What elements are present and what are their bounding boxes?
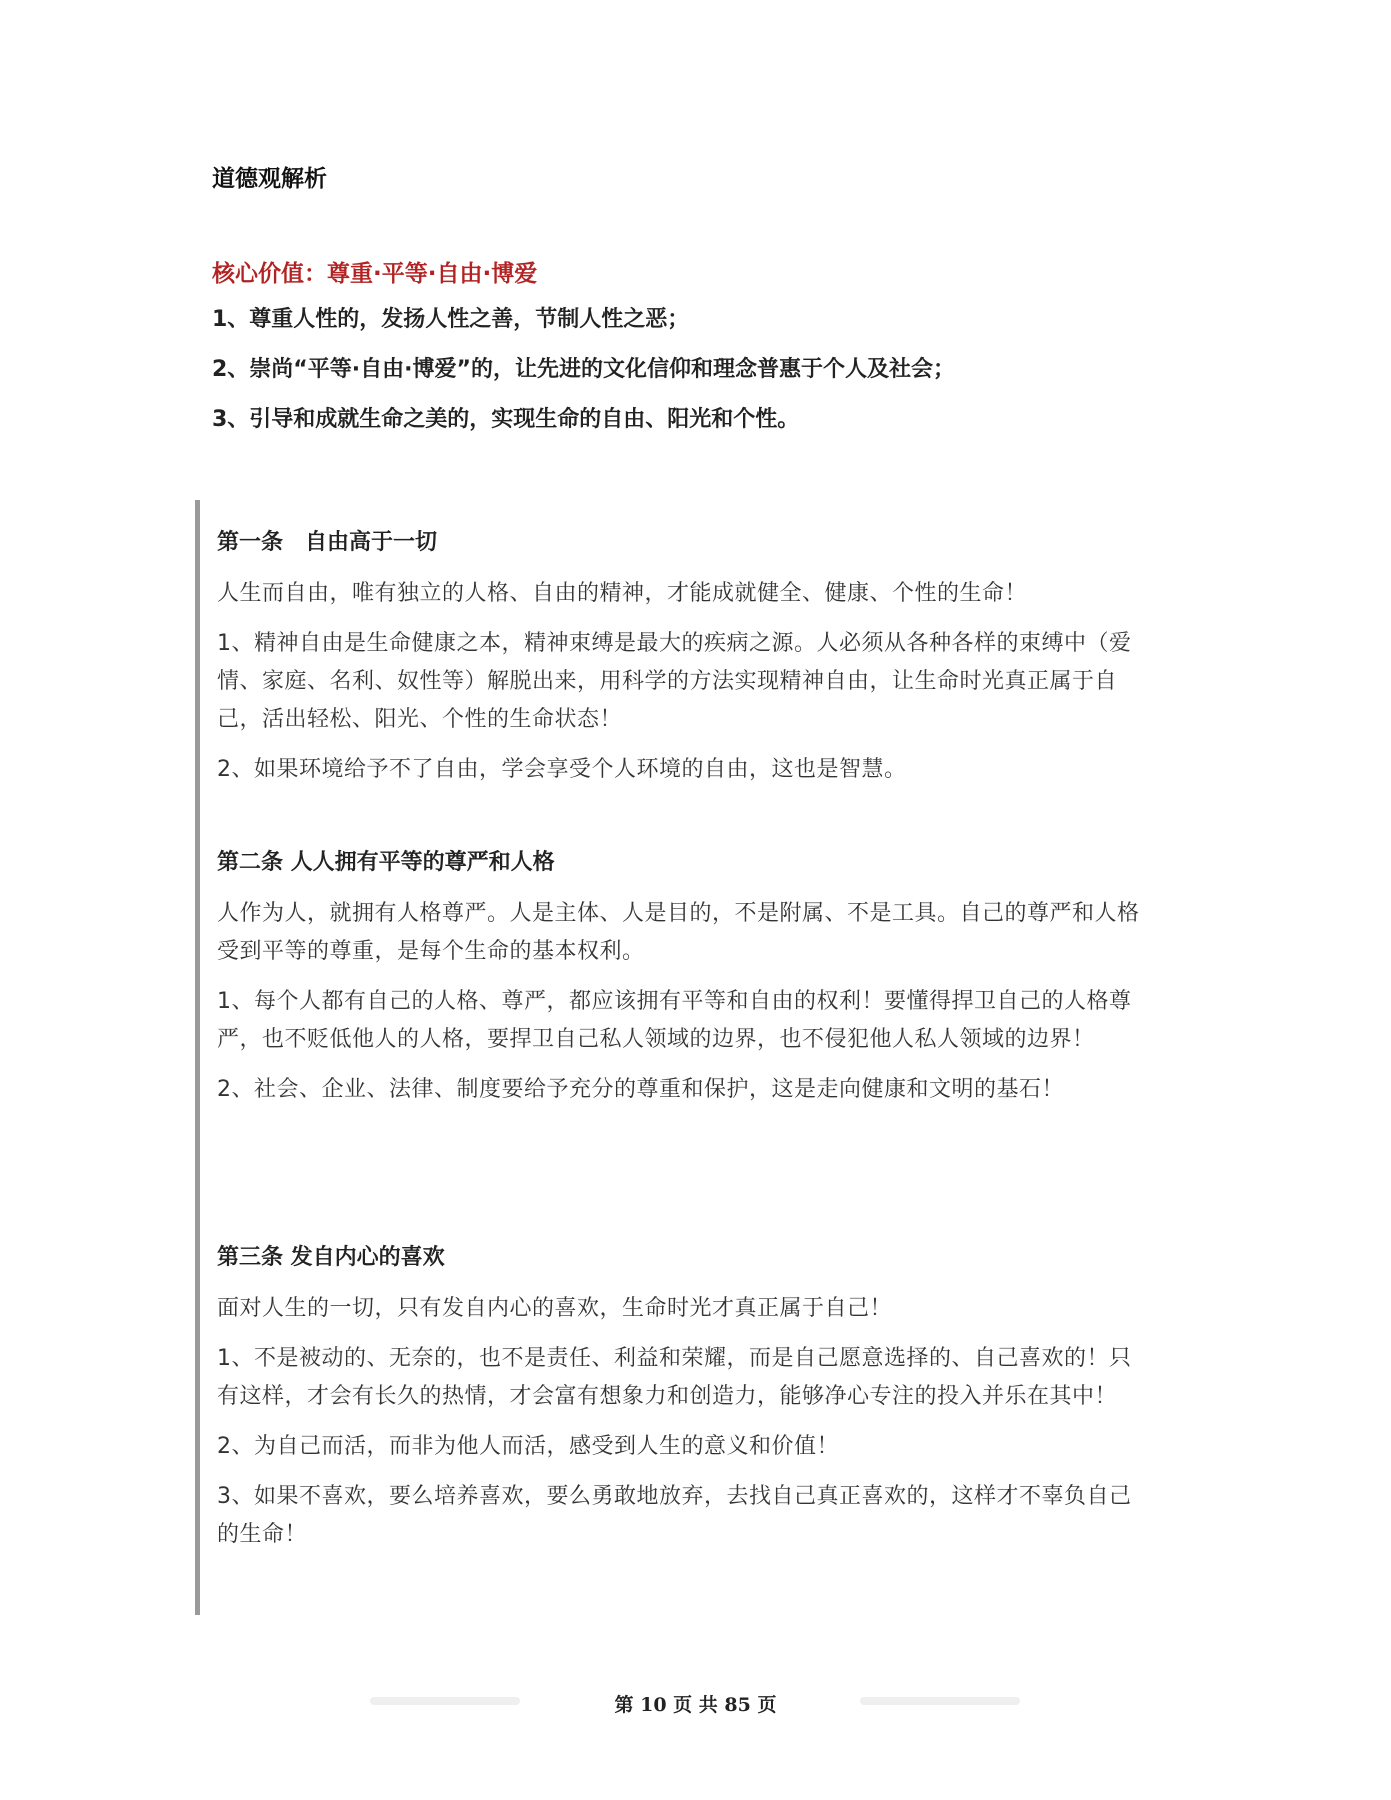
article-paragraph: 人作为人，就拥有人格尊严。人是主体、人是目的，不是附属、不是工具。自己的尊严和人格受到平等的尊重，是每个生命的基本权利。 <box>217 901 1140 964</box>
core-values-heading: 核心价值：尊重·平等·自由·博爱 <box>212 261 538 287</box>
article-3 <box>217 1240 1147 1566</box>
core-value-item: 1、尊重人性的，发扬人性之善，节制人性之恶； <box>212 307 690 332</box>
core-value-item: 2、崇尚“平等·自由·博爱”的，让先进的文化信仰和理念普惠于个人及社会； <box>212 357 955 382</box>
article-title: 第一条 自由高于一切 <box>217 530 438 555</box>
core-value-item: 3、引导和成就生命之美的，实现生命的自由、阳光和个性。 <box>212 407 800 432</box>
article-title: 第二条 人人拥有平等的尊严和人格 <box>217 850 555 875</box>
article-paragraph: 1、每个人都有自己的人格、尊严，都应该拥有平等和自由的权利！要懂得捍卫自己的人格尊严，也不贬低他人的人格，要捍卫自己私人领域的边界，也不侵犯他人私人领域的边界！ <box>217 989 1132 1052</box>
article-2 <box>217 845 1147 1121</box>
article-paragraph: 人生而自由，唯有独立的人格、自由的精神，才能成就健全、健康、个性的生命！ <box>217 581 1028 606</box>
articles-quote-block <box>195 500 1240 1615</box>
article-paragraph: 2、为自己而活，而非为他人而活，感受到人生的意义和价值！ <box>217 1434 839 1459</box>
article-paragraph: 1、不是被动的、无奈的，也不是责任、利益和荣耀，而是自己愿意选择的、自己喜欢的！只有这样，才会有长久的热情，才会富有想象力和创造力，能够净心专注的投入并乐在其中！ <box>217 1346 1132 1409</box>
article-paragraph: 2、如果环境给予不了自由，学会享受个人环境的自由，这也是智慧。 <box>217 757 907 782</box>
article-1 <box>217 525 1147 801</box>
document-title: 道德观解析 <box>212 166 327 192</box>
article-title: 第三条 发自内心的喜欢 <box>217 1245 445 1270</box>
article-paragraph: 2、社会、企业、法律、制度要给予充分的尊重和保护，这是走向健康和文明的基石！ <box>217 1077 1064 1102</box>
article-paragraph: 1、精神自由是生命健康之本，精神束缚是最大的疾病之源。人必须从各种各样的束缚中（爱情、家庭、名利、奴性等）解脱出来，用科学的方法实现精神自由，让生命时光真正属于自己，活出轻松、阳光、个性的生命状态！ <box>217 631 1132 732</box>
article-paragraph: 3、如果不喜欢，要么培养喜欢，要么勇敢地放弃，去找自己真正喜欢的，这样才不辜负自己的生命！ <box>217 1484 1132 1547</box>
core-values-list <box>212 302 1212 452</box>
article-paragraph: 面对人生的一切，只有发自内心的喜欢，生命时光才真正属于自己！ <box>217 1296 893 1321</box>
page-number: 第 10 页 共 85 页 <box>614 1694 777 1716</box>
